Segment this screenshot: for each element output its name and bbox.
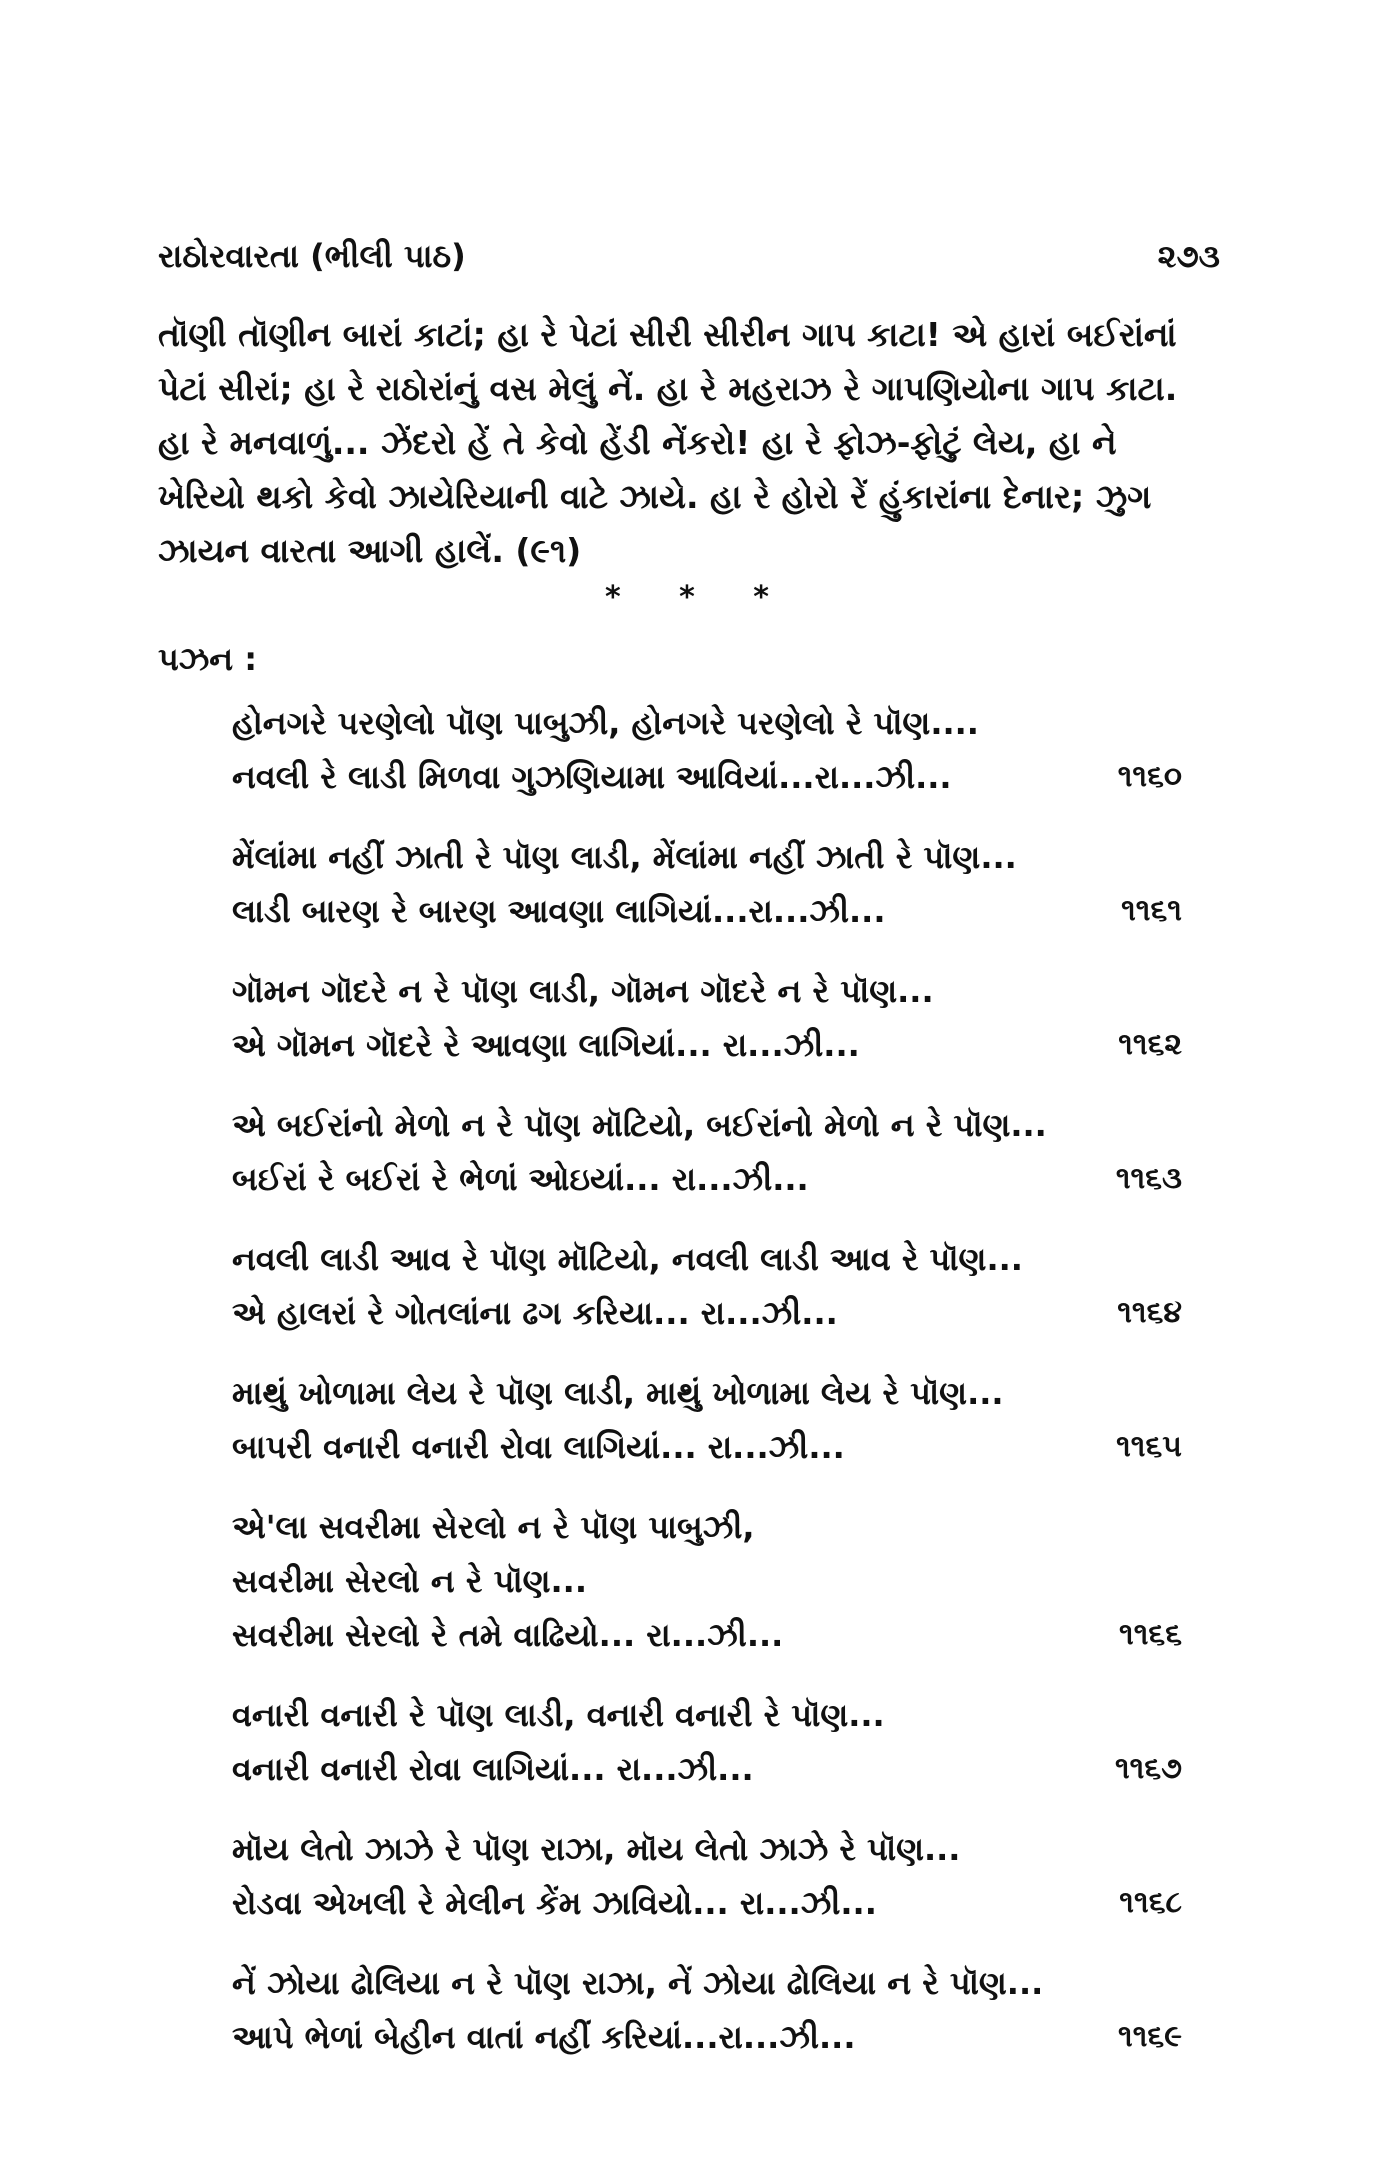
verse-stanzas [232,696,1182,2090]
verse-line [232,1232,1182,1286]
verse-line [232,884,1182,938]
verse-text: મૉય લેતો ઝાઝે રે પૉણ રાઝા, મૉય લેતો ઝાઝે રે પૉણ... [232,1830,961,1868]
verse-text: નવલી રે લાડી મિળવા ગુઝણિયામા આવિયાં...રા...ઝી... [232,758,952,796]
verse-line [232,750,1182,804]
section-separator: * * * [605,580,793,615]
verse-line [232,696,1182,750]
verse-text: રોડવા એખલી રે મેલીન કેંમ ઝાવિયો... રા...ઝી... [232,1884,877,1922]
page-header [158,232,1220,280]
stanza [232,1098,1182,1206]
verse-line [232,1742,1182,1796]
verse-text: નવલી લાડી આવ રે પૉણ મૉટિયો, નવલી લાડી આવ રે પૉણ... [232,1240,1023,1278]
stanza [232,964,1182,1072]
verse-number: ૧૧૬૯ [1118,2019,1182,2054]
stanza [232,830,1182,938]
verse-number: ૧૧૬૨ [1118,1027,1182,1062]
verse-number: ૧૧૬૫ [1116,1429,1182,1464]
verse-line [232,1822,1182,1876]
prose-line: ઝાયન વારતા આગી હાલેં. (૯૧) [158,531,582,570]
verse-line [232,1152,1182,1206]
verse-line [232,830,1182,884]
page-number: ૨૭૩ [1157,236,1220,275]
stanza [232,1688,1182,1796]
verse-text: ગૉમન ગૉદરે ન રે પૉણ લાડી, ગૉમન ગૉદરે ન રે પૉણ... [232,972,934,1010]
section-label: પઝન : [158,640,258,678]
verse-line [232,1018,1182,1072]
stanza [232,1366,1182,1474]
verse-text: સવરીમા સેરલો રે તમે વાઢિયો... રા...ઝી... [232,1616,784,1654]
prose-line: પેટાં સીરાં; હા રે રાઠોરાંનું વસ મેલું નેં. હા રે મહરાઝ રે ગાપણિયોના ગાપ કાટા. [158,369,1178,408]
verse-line [232,1366,1182,1420]
verse-line [232,1286,1182,1340]
prose-line: હા રે મનવાળું... ઝેંદરો હેં તે કેવો હેંડી નેંકરો! હા રે ફોઝ-ફોટું લેય, હા ને [158,423,1117,462]
verse-number: ૧૧૬૮ [1119,1885,1182,1920]
verse-text: બઈરાં રે બઈરાં રે ભેળાં ઓઇયાં... રા...ઝી... [232,1160,809,1198]
verse-line [232,2010,1182,2064]
verse-text: વનારી વનારી રે પૉણ લાડી, વનારી વનારી રે પૉણ... [232,1696,885,1734]
verse-text: આપે ભેળાં બેહીન વાતાં નહીં કરિયાં...રા...ઝી... [232,2018,856,2056]
verse-line [232,1688,1182,1742]
verse-line [232,1876,1182,1930]
verse-line [232,1098,1182,1152]
verse-number: ૧૧૬૦ [1117,759,1182,794]
verse-number: ૧૧૬૧ [1121,893,1182,928]
verse-text: માથું ખોળામા લેય રે પૉણ લાડી, માથું ખોળામા લેય રે પૉણ... [232,1374,1004,1412]
stanza [232,1232,1182,1340]
verse-line [232,964,1182,1018]
verse-text: એ હાલરાં રે ગોતલાંના ઢગ કરિયા... રા...ઝી... [232,1294,838,1332]
verse-number: ૧૧૬૪ [1117,1295,1182,1330]
verse-text: બાપરી વનારી વનારી રોવા લાગિયાં... રા...ઝી... [232,1428,845,1466]
verse-line [232,1956,1182,2010]
verse-text: મેંલાંમા નહીં ઝાતી રે પૉણ લાડી, મેંલાંમા નહીં ઝાતી રે પૉણ... [232,838,1017,876]
verse-line [232,1554,1182,1608]
verse-text: વનારી વનારી રોવા લાગિયાં... રા...ઝી... [232,1750,754,1788]
verse-line [232,1608,1182,1662]
verse-line [232,1500,1182,1554]
verse-text: નેં ઝોયા ઢોલિયા ન રે પૉણ રાઝા, નેં ઝોયા ઢોલિયા ન રે પૉણ... [232,1964,1044,2002]
verse-text: હોનગરે પરણેલો પૉણ પાબુઝી, હોનગરે પરણેલો રે પૉણ.... [232,704,979,742]
verse-number: ૧૧૬૩ [1115,1161,1182,1196]
verse-text: લાડી બારણ રે બારણ આવણા લાગિયાં...રા...ઝી... [232,892,886,930]
stanza [232,696,1182,804]
stanza [232,1956,1182,2064]
verse-line [232,1420,1182,1474]
verse-text: એ ગૉમન ગૉદરે રે આવણા લાગિયાં... રા...ઝી... [232,1026,860,1064]
verse-text: એ બઈરાંનો મેળો ન રે પૉણ મૉટિયો, બઈરાંનો મેળો ન રે પૉણ... [232,1106,1047,1144]
verse-text: એ'લા સવરીમા સેરલો ન રે પૉણ પાબુઝી, [232,1508,755,1546]
verse-number: ૧૧૬૭ [1114,1751,1182,1786]
stanza [232,1500,1182,1662]
prose-line: ખેરિયો થકો કેવો ઝાયેરિયાની વાટે ઝાયે. હા રે હોરો રેં હુંકારાંના દેનાર; ઝુગ [158,477,1152,516]
verse-number: ૧૧૬૬ [1119,1617,1182,1652]
verse-text: સવરીમા સેરલો ન રે પૉણ... [232,1562,587,1600]
prose-line: તૉણી તૉણીન બારાં કાટાં; હા રે પેટાં સીરી સીરીન ગાપ કાટા! એ હારાં બઈરાંનાં [158,315,1177,354]
prose-paragraph [158,308,1220,578]
stanza [232,1822,1182,1930]
running-title: રાઠોરવારતા (ભીલી પાઠ) [158,236,466,275]
